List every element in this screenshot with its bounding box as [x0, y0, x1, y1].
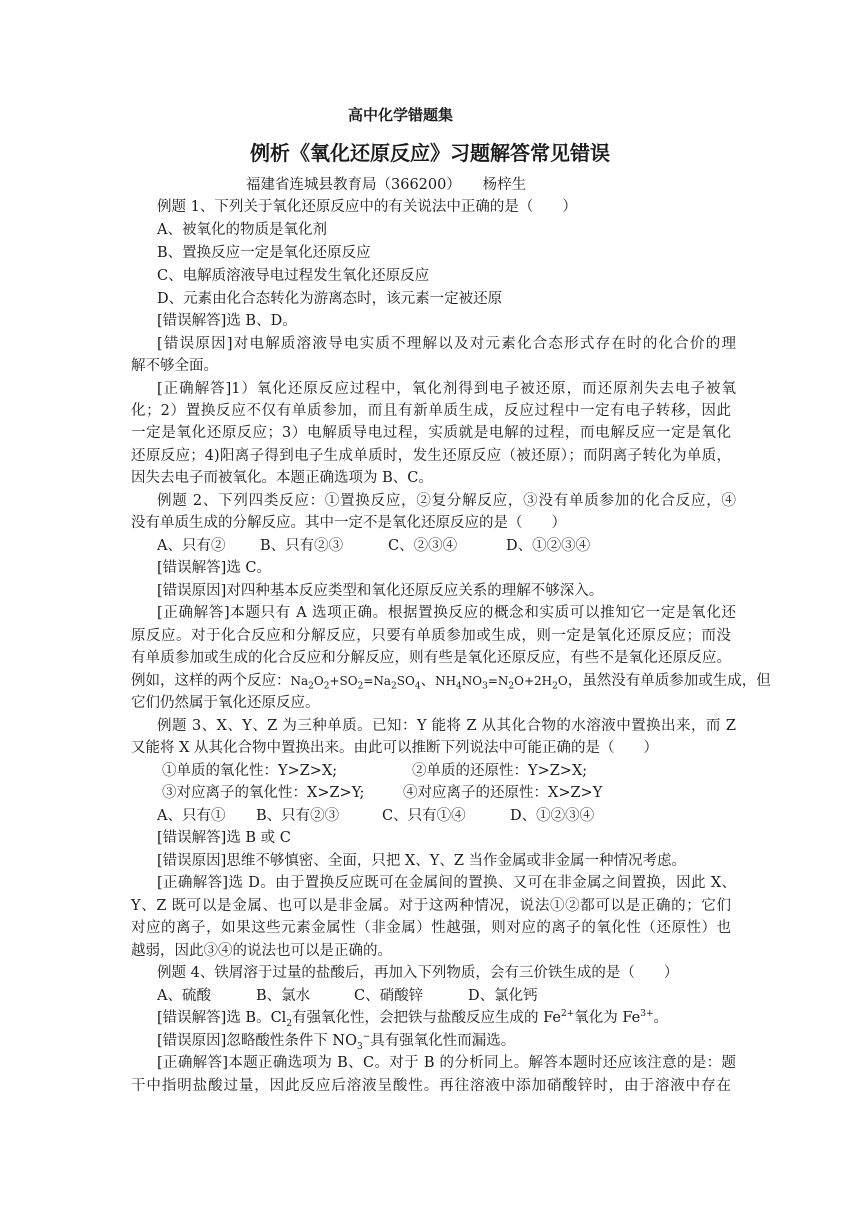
q2-correct-line1: [正确解答]本题只有 A 选项正确。根据置换反应的概念和实质可以推知它一定是氧化还: [157, 605, 736, 621]
q3-option-b: B、只有②③: [256, 808, 340, 824]
q2-option-c: C、②③④: [388, 538, 458, 554]
q4-stem: 例题 4、铁屑溶于过量的盐酸后，再加入下列物质，会有三价铁生成的是（ ）: [157, 965, 679, 981]
q3-stem-line2: 又能将 X 从其化合物中置换出来。由此可以推断下列说法中可能正确的是（ ）: [131, 740, 659, 756]
q4-correct-line2: 干中指明盐酸过量，因此反应后溶液呈酸性。再往溶液中添加硝酸锌时，由于溶液中存在: [131, 1078, 731, 1094]
q4-wrong-answer: [错误解答]选 B。$Cl_2$有强氧化性，会把铁与盐酸反应生成的 $Fe^{2+}$氧化为 $Fe^{3+}$。: [157, 1009, 669, 1029]
author-line: 福建省连城县教育局（366200） 杨梓生: [246, 177, 527, 193]
q2-equation-1: $Na_2O_2+SO_2=Na_2SO_4$: [290, 674, 421, 692]
q2-option-a: A、只有②: [157, 538, 226, 554]
q1-wrong-reason-line2: 解不够全面。: [131, 358, 218, 374]
q1-correct-line1: [正确解答]1）氧化还原反应过程中，氧化剂得到电子被还原，而还原剂失去电子被氧: [157, 381, 736, 397]
q3-stem-line1: 例题 3、X、Y、Z 为三种单质。已知：Y 能将 Z 从其化合物的水溶液中置换出来，而 Z: [157, 718, 736, 734]
q2-correct-line3: 有单质参加或生成的化合反应和分解反应，则有些是氧化还原反应，有些不是氧化还原反应。: [131, 650, 731, 666]
q2-stem-line1: 例题 2、下列四类反应：①置换反应，②复分解反应，③没有单质参加的化合反应，④: [157, 493, 736, 509]
q1-correct-line2: 化；2）置换反应不仅有单质参加，而且有新单质生成，反应过程中一定有电子转移，因此: [131, 403, 731, 419]
q3-correct-line2: Y、Z 既可以是金属、也可以是非金属。对于这两种情况，说法①②都可以是正确的；它们: [131, 898, 731, 914]
q4-option-a: A、硫酸: [157, 988, 211, 1004]
q4-wrong-reason: [错误原因]忽略酸性条件下 $NO_3^-$具有强氧化性而漏选。: [157, 1032, 516, 1052]
q2-wrong-answer: [错误解答]选 C。: [157, 560, 272, 576]
q3-statement-2: ②单质的还原性：Y>Z>X;: [412, 763, 588, 779]
q1-stem: 例题 1、下列关于氧化还原反应中的有关说法中正确的是（ ）: [157, 199, 577, 215]
q1-wrong-reason-line1: [错误原因]对电解质溶液导电实质不理解以及对元素化合态形式存在时的化合价的理: [157, 336, 736, 352]
q4-option-d: D、氯化钙: [468, 988, 538, 1004]
q1-correct-line5: 因失去电子而被氧化。本题正确选项为 B、C。: [131, 470, 433, 486]
document-header: 高中化学错题集: [348, 106, 454, 124]
q4-correct-line1: [正确解答]本题正确选项为 B、C。对于 B 的分析同上。解答本题时还应该注意的是：题: [157, 1055, 736, 1071]
q3-correct-line4: 越弱，因此③④的说法也可以是正确的。: [131, 943, 392, 959]
q2-correct-line2: 原反应。对于化合反应和分解反应，只要有单质参加或生成，则一定是氧化还原反应；而没: [131, 628, 731, 644]
q2-option-b: B、只有②③: [260, 538, 344, 554]
q1-option-c: C、电解质溶液导电过程发生氧化还原反应: [157, 268, 430, 284]
q2-option-d: D、①②③④: [506, 538, 591, 554]
q3-correct-line3: 对应的离子，如果这些元素金属性（非金属）性越强，则对应的离子的氧化性（还原性）也: [131, 920, 731, 936]
q2-correct-line4: 例如，这样的两个反应：$Na_2O_2+SO_2=Na_2SO_4$、$NH_4NO_3=N_2O+2H_2O$，虽然没有单质参加或生成，但: [131, 673, 771, 692]
q3-statement-3: ③对应离子的氧化性：X>Z>Y;: [162, 785, 365, 801]
q1-option-a: A、被氧化的物质是氧化剂: [157, 222, 327, 238]
q2-stem-line2: 没有单质生成的分解反应。其中一定不是氧化还原反应的是（ ）: [131, 515, 566, 531]
q3-wrong-answer: [错误解答]选 B 或 C: [157, 830, 291, 846]
q3-option-a: A、只有①: [157, 808, 226, 824]
q1-correct-line3: 一定是氧化还原反应；3）电解质导电过程，实质就是电解的过程，而电解反应一定是氧化: [131, 425, 731, 441]
q2-example-intro: 例如，这样的两个反应：: [131, 673, 291, 689]
q3-statement-4: ④对应离子的还原性：X>Z>Y: [403, 785, 603, 801]
q1-option-b: B、置换反应一定是氧化还原反应: [157, 245, 371, 261]
q3-wrong-reason: [错误原因]思维不够慎密、全面，只把 X、Y、Z 当作金属或非金属一种情况考虑。: [157, 853, 686, 869]
q2-correct-line5: 它们仍然属于氧化还原反应。: [131, 695, 320, 711]
q3-correct-line1: [正确解答]选 D。由于置换反应既可在金属间的置换、又可在非金属之间置换，因此 X、: [157, 875, 736, 891]
q2-equation-2: $NH_4NO_3=N_2O+2H_2O$: [435, 674, 568, 692]
q4-option-c: C、硝酸锌: [354, 988, 424, 1004]
q3-option-d: D、①②③④: [510, 808, 595, 824]
q4-option-b: B、氯水: [256, 988, 311, 1004]
q2-example-outro: ，虽然没有单质参加或生成，但: [567, 673, 771, 689]
q1-option-d: D、元素由化合态转化为游离态时，该元素一定被还原: [157, 291, 503, 307]
q3-statement-1: ①单质的氧化性：Y>Z>X;: [162, 763, 338, 779]
q1-wrong-answer: [错误解答]选 B、D。: [157, 313, 297, 329]
q2-wrong-reason: [错误原因]对四种基本反应类型和氧化还原反应关系的理解不够深入。: [157, 583, 604, 599]
document-title: 例析《氧化还原反应》习题解答常见错误: [250, 141, 610, 165]
q3-option-c: C、只有①④: [382, 808, 466, 824]
q1-correct-line4: 还原反应；4)阳离子得到电子生成单质时，发生还原反应（被还原）；而阴离子转化为单质，: [131, 448, 731, 464]
